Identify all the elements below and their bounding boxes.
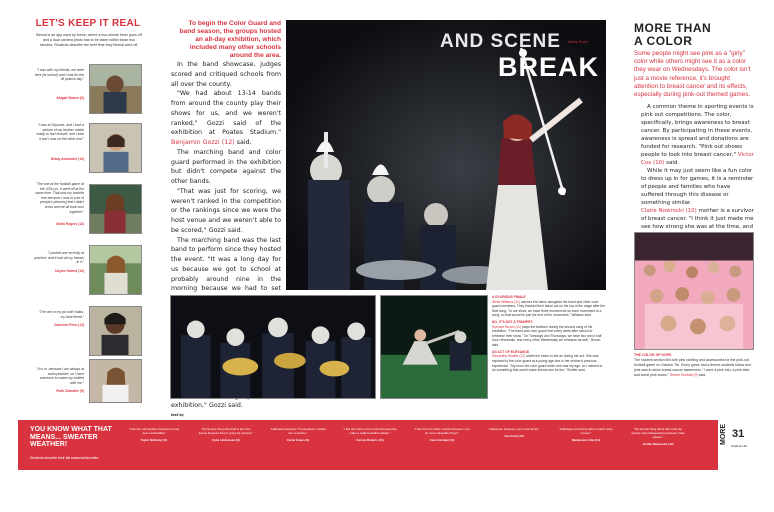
banner-quote: [270, 427, 326, 442]
student-photo: [89, 306, 142, 356]
quote-text: The marching band was the last band to perform since they hosted the event. "It was a long day for us because we got to school at probably around nine in the morning because we had to set: [171, 236, 281, 293]
caption: [492, 350, 606, 373]
quote-item: [34, 241, 142, 291]
quote-text: "I like the colors of the trees because they make a really beautiful outside.": [343, 427, 397, 436]
said-text: said.: [698, 372, 707, 377]
paragraph: The marching band and color guard performed in the exhibition but didn't compete against the other bands.: [171, 148, 281, 185]
student-name: Benjamin Gozzi (12): [171, 139, 235, 146]
paragraph: In the band showcase, judges scored and critiqued schools from all over the county.: [171, 61, 281, 88]
quote-text: "My favorite thing about fall is that the spooky main disappearing because I hate spiders.": [631, 427, 685, 440]
quote-name: Stella Rogers (12): [56, 222, 84, 226]
quote-text: "The one in my pic with Nakia, my best friend.": [38, 310, 84, 319]
caption: [492, 295, 606, 318]
pink-out-photo: [634, 232, 754, 350]
banner-quote: [198, 427, 254, 442]
hero-title-line1: AND SCENE: [440, 31, 561, 52]
sidebar-heading: [634, 22, 754, 47]
quote-item: [34, 123, 142, 173]
quote-text: "I like how it's colder outside because I can do more enjoyable things.": [414, 427, 470, 436]
banner-quote: [558, 427, 614, 442]
banner-title: YOU KNOW WHAT THAT MEANS... SWEATER WEATHER!: [30, 426, 112, 449]
banner-quote: [486, 427, 542, 438]
folio: [718, 420, 756, 470]
quote-name: Ruth Chandler (9): [56, 389, 84, 393]
quote-name: Cece Carvajal (11): [429, 438, 455, 443]
said-text: said.: [666, 159, 680, 166]
quote-text: "Halloween because I get to eat candy.": [488, 427, 540, 431]
folio-section: Student Life: [731, 444, 748, 448]
said-text: said.: [236, 139, 252, 146]
paragraph-text: A common theme in sporting events is pink out competitions. The color, specifically, brings awareness to breast cancer. By participating in these events, awareness is spread and donations are funded for research. "Pink out shows people to look into breast cancer,": [641, 104, 754, 158]
banner-subtitle: Students describe their fall seasonal favorites.: [30, 456, 100, 460]
band-photo: [170, 295, 376, 399]
student-photo: [89, 64, 142, 114]
paragraph: [171, 89, 281, 148]
quote-item: [34, 64, 142, 114]
caption-text: plays the baritone during the second song of the exhibition. "The band and color guard met every week after school to rehearse their show. "On Tuesdays and Thursdays, we have two and a half hour rehearsals, and every other Wednesday we rehearse as well," Brown said.: [492, 324, 602, 348]
banner-quote: [126, 427, 182, 442]
banner-quote: [414, 427, 470, 442]
quote-item: [34, 359, 142, 409]
bereal-sidebar: [34, 18, 142, 398]
hero-byline: text by Gozzi: [568, 40, 588, 44]
student-photo: [89, 123, 142, 173]
quote-item: [34, 182, 142, 232]
quote-name: Taylor McGinty (11): [140, 438, 168, 443]
student-name: Claire Nowrocki (10): [641, 207, 697, 214]
guard-photo: [380, 295, 488, 399]
student-name: Stella Williams (11): [492, 299, 520, 304]
banner-quote: [630, 427, 686, 446]
sidebar-deck: Some people might see pink as a "girly" color while others might see it as a color they wear on Wednesdays. The color isn't just a movie reference, it's brought attention to breast cancer and its effects, especially during pink-out themed games.: [634, 50, 751, 98]
photo-captions: [492, 295, 606, 373]
sweater-weather-banner: [18, 420, 756, 470]
quote-name: Jordan Mackenzie (10): [642, 442, 674, 447]
quote-name: Caylee Owens (10): [54, 269, 84, 273]
quote-text: "It is m. because I am always at swim practice, so I have someone to watch my bottled with me.": [36, 367, 84, 385]
quote-name: Carson Roberts (11): [356, 438, 384, 443]
caption-text: whirls the baton in the air during her act. She was exposed to the color guard at a young age due to her mother's previous experience. "My mom did color guard when she was my age, so I wanted to do something that would make friends and be fun," Shaffer said.: [492, 354, 603, 373]
article-deck: To begin the Color Guard and band season, the groups hosted an all-day exhibition, which included many other schools around the area.: [179, 20, 281, 59]
caption-title: THE COLOR OF HOPE.: [634, 353, 673, 357]
quote-name: Carter Evans (9): [286, 438, 310, 443]
caption: [492, 320, 606, 348]
student-photo: [89, 245, 142, 295]
quote-text: "I was with my friends, we were here [at school] and I was for the IB potluck day.": [34, 68, 84, 82]
student-photo: [89, 359, 142, 403]
quote-name: Brady Alexander (10): [51, 157, 84, 161]
text-credit: text by: [171, 413, 184, 417]
quote-name: Zoe Point (10): [504, 434, 524, 439]
quote-text: "My favorite thing about fall is all of the leaves because they're pretty for pictures.": [198, 427, 254, 436]
heading-line: A COLOR: [634, 33, 693, 48]
student-name: Reese Kimball (9): [669, 372, 698, 377]
page-number: 31: [732, 428, 745, 440]
sidebar-intro: Bereal is an app used by teens, where a two-minute timer goes off and a dual camera photo has to be taken within those two minutes. Students describe the best time they Bereal went off.: [36, 33, 142, 47]
caption-text: The student section fills with pink clothing and accessories for the pink-out football game on October 7th. Every game had a theme students follow and pink was to show breast cancer awareness. "I wore a pink tutu, a pink skirt, and some pink socks,": [634, 357, 752, 377]
quote-text: "I was at Skyzone, and I took a picture of my brother midair ready to hurt himself, and I took it and I was on the other end.": [36, 123, 84, 141]
student-name: Samantha Shaffer (12): [492, 354, 526, 359]
paragraph: [641, 104, 754, 168]
caption-text: catches the baton alongside the band and other color guard members. They finished their baton act on the top of the stage after the final song. "In our show, we have three movements so each movement is a song, so that would be just the end of the movement," Williams said.: [492, 299, 606, 318]
quote-name: Abigail Stokes (9): [56, 96, 84, 100]
caption-title: NO, IT'S NOT A TRUMPET.: [492, 320, 534, 325]
quote-text: "I posted one recently at practice, and it had all my friends in it.": [34, 251, 84, 265]
quote-text: "I like the cold weather because it's just more comfortable.": [128, 427, 180, 436]
quote-name: Cameron Penn (12): [53, 323, 84, 327]
hero-title-line2: BREAK: [498, 52, 600, 82]
quote-text: "We had about 13-14 bands from around the county play their shows for us, and we weren't ranked," Gozzi said of the exhibition at Poates Stadium.": [171, 90, 281, 137]
student-name: Victor Cox (10): [641, 151, 754, 166]
caption-title: AN ACT OF ELEGANCE.: [492, 349, 530, 354]
quote-name: Maxkenzie Little (11): [572, 438, 600, 443]
sidebar-title: LET'S KEEP IT REAL: [35, 18, 141, 29]
quote-item: [34, 300, 142, 350]
folio-side-label: MORE: [720, 424, 727, 445]
student-photo: [89, 184, 142, 234]
heading-line: MORE THAN: [634, 21, 712, 35]
banner-quote: [342, 427, 398, 442]
caption-title: A GLORIOUS FINALE: [492, 295, 526, 299]
paragraph: While it may just seem like a fun color to dress up in for games, it is a reminder of people and families who have suffered through this disease or something similar.: [641, 167, 754, 206]
quote-text: "Halloween and being able to watch scary movies.": [559, 427, 613, 436]
quote-text: "Halloween because 'Trunkertreats' outside are so festive.": [270, 427, 326, 436]
quote-text: "The one at the football game at the USA (vs. It went off at the same time. That was my favorite one because I was in a lot of people's pictures] that I didn't know and we all took ours together.": [35, 182, 84, 214]
paragraph: "That was just for scoring, we weren't ranked in the competition or the rankings since we were the host venue and we weren't able to be scored," Gozzi said.: [171, 187, 281, 234]
student-name: Spencer Brown (11): [492, 324, 522, 329]
quote-name: Kylie Lindsmeier (9): [212, 438, 240, 443]
paragraph-text: mother is a survivor of breast cancer. "I think it just made me see how strong she was at the time, and: [641, 207, 754, 230]
paragraph: exhibition," Gozzi said.: [171, 402, 243, 410]
pink-out-caption: [634, 353, 754, 377]
